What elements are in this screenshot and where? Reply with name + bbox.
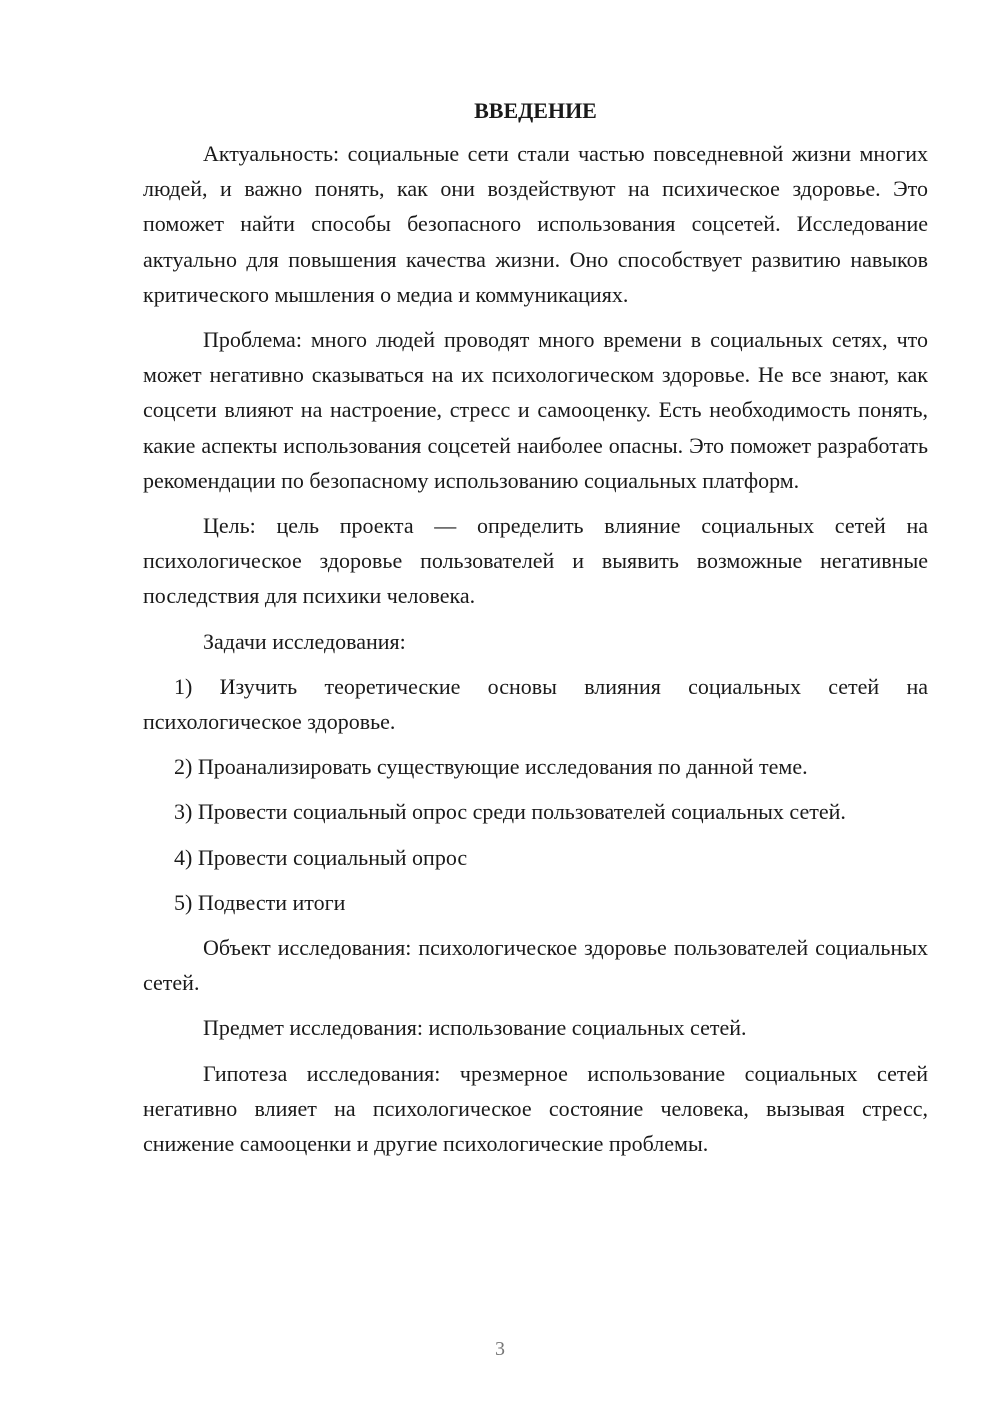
task-item-4: 4) Провести социальный опрос — [174, 844, 468, 870]
paragraph-problem: Проблема: много людей проводят много времени в социальных сетях, что может негативно сказываться на их психологическом здоровье. Не все знают, как соцсети влияют на настроение, стресс и самооценку. Есть необходимость понять, какие аспекты использования соцсетей наиболее опасны. Это поможет разработать рекомендации по безопасному использованию социальных платформ. — [143, 327, 928, 493]
paragraph-hypothesis: Гипотеза исследования: чрезмерное использование социальных сетей негативно влияет на психологическое состояние человека, вызывая стресс, снижение самооценки и другие психологические проблемы. — [143, 1060, 928, 1157]
tasks-heading: Задачи исследования: — [203, 628, 406, 654]
task-item-5: 5) Подвести итоги — [174, 889, 346, 915]
paragraph-relevance: Актуальность: социальные сети стали частью повседневной жизни многих людей, и важно понять, как они воздействуют на психическое здоровье. Это поможет найти способы безопасного использования соцсетей. Исследование актуально для повышения качества жизни. Оно способствует развитию навыков критического мышления о медиа и коммуникациях. — [143, 141, 928, 307]
paragraph-object: Объект исследования: психологическое здоровье пользователей социальных сетей. — [143, 935, 928, 996]
task-item-1: 1) Изучить теоретические основы влияния социальных сетей на психологическое здоровье. — [143, 673, 928, 735]
paragraph-subject: Предмет исследования: использование социальных сетей. — [203, 1015, 747, 1041]
paragraph-goal: Цель: цель проекта — определить влияние социальных сетей на психологическое здоровье пользователей и выявить возможные негативные последствия для психики человека. — [143, 513, 928, 609]
page-number: 3 — [495, 1338, 505, 1360]
section-title: ВВЕДЕНИЕ — [474, 98, 597, 123]
task-item-2: 2) Проанализировать существующие исследования по данной теме. — [174, 754, 808, 780]
task-item-3: 3) Провести социальный опрос среди пользователей социальных сетей. — [174, 799, 846, 825]
